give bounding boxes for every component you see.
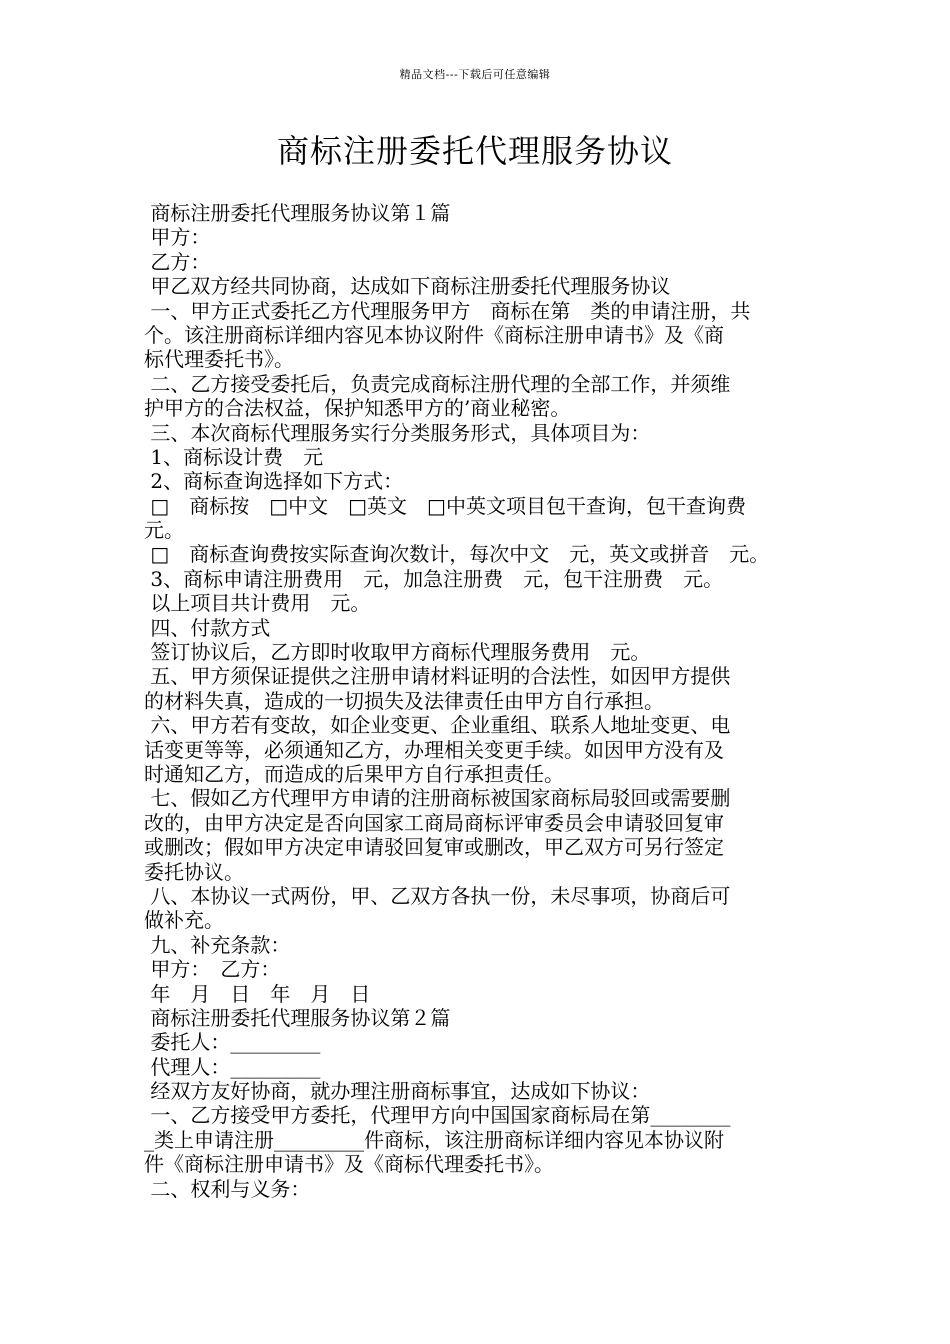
- document-line: 或删改；假如甲方决定申请驳回复审或删改，甲乙双方可另行签定: [144, 835, 724, 860]
- document-line: □ 商标按 □中文 □英文 □中英文项目包干查询，包干查询费: [144, 493, 746, 518]
- document-line: 话变更等等，必须通知乙方，办理相关变更手续。如因甲方没有及: [144, 737, 724, 762]
- document-line: 六、甲方若有变故，如企业变更、企业重组、联系人地址变更、电: [144, 713, 731, 738]
- document-line: 商标注册委托代理服务协议第１篇: [144, 201, 451, 225]
- document-line: 2、商标查询选择如下方式：: [144, 469, 404, 494]
- document-line: 甲乙双方经共同协商，达成如下商标注册委托代理服务协议: [144, 274, 671, 299]
- document-line: 九、补充条款：: [144, 932, 291, 957]
- document-line: 甲方： 乙方：: [144, 957, 281, 982]
- document-line: 改的，由甲方决定是否向国家工商局商标评审委员会申请驳回复审: [144, 810, 724, 835]
- document-line: 委托人：_________: [144, 1030, 321, 1055]
- document-line: 二、权利与义务：: [144, 1176, 311, 1201]
- document-line: 四、付款方式: [144, 615, 271, 640]
- document-line: 个。该注册商标详细内容见本协议附件《商标注册申请书》及《商: [144, 322, 724, 347]
- document-line: 护甲方的合法权益，保护知悉甲方的’商业秘密。: [144, 396, 571, 421]
- document-line: 经双方友好协商，就办理注册商标事宜，达成如下协议：: [144, 1079, 651, 1104]
- document-line: 五、甲方须保证提供之注册申请材料证明的合法性，如因甲方提供: [144, 664, 731, 689]
- document-line: 年 月 日 年 月 日: [144, 981, 371, 1006]
- document-line: 3、商标申请注册费用 元，加急注册费 元，包干注册费 元。: [144, 566, 724, 591]
- document-line: 委托协议。: [144, 859, 244, 884]
- document-line: 件《商标注册申请书》及《商标代理委托书》。: [144, 1152, 554, 1177]
- document-line: 七、假如乙方代理甲方申请的注册商标被国家商标局驳回或需要删: [144, 786, 731, 811]
- document-line: 代理人：_________: [144, 1054, 321, 1079]
- document-line: 做补充。: [144, 908, 224, 933]
- document-line: 三、本次商标代理服务实行分类服务形式，具体项目为：: [144, 420, 651, 445]
- document-line: 签订协议后，乙方即时收取甲方商标代理服务费用 元。: [144, 640, 651, 665]
- document-body: [144, 201, 810, 1201]
- document-line: 甲方：: [144, 225, 211, 250]
- document-line: 时通知乙方，而造成的后果甲方自行承担责任。: [144, 761, 564, 786]
- page-header-note: 精品文档---下载后可任意编辑: [399, 68, 551, 81]
- document-line: □ 商标查询费按实际查询次数计，每次中文 元，英文或拼音 元。: [144, 542, 770, 567]
- document-line: _类上申请注册_________件商标，该注册商标详细内容见本协议附: [144, 1127, 724, 1152]
- document-line: 二、乙方接受委托后，负责完成商标注册代理的全部工作，并须维: [144, 371, 731, 396]
- document-line: 以上项目共计费用 元。: [144, 591, 371, 616]
- document-title: 商标注册委托代理服务协议: [276, 132, 673, 170]
- document-line: 标代理委托书》。: [144, 347, 294, 372]
- document-line: 八、本协议一式两份，甲、乙双方各执一份，未尽事项，协商后可: [144, 883, 731, 908]
- document-line: 乙方：: [144, 249, 211, 274]
- document-line: 元。: [144, 518, 184, 543]
- document-line: 商标注册委托代理服务协议第２篇: [144, 1005, 451, 1030]
- document-line: 的材料失真，造成的一切损失及法律责任由甲方自行承担。: [144, 688, 664, 713]
- document-line: 1、商标设计费 元: [144, 444, 324, 469]
- document-line: 一、乙方接受甲方委托，代理甲方向中国国家商标局在第________: [144, 1103, 731, 1128]
- document-line: 一、甲方正式委托乙方代理服务甲方 商标在第 类的申请注册，共: [144, 298, 751, 323]
